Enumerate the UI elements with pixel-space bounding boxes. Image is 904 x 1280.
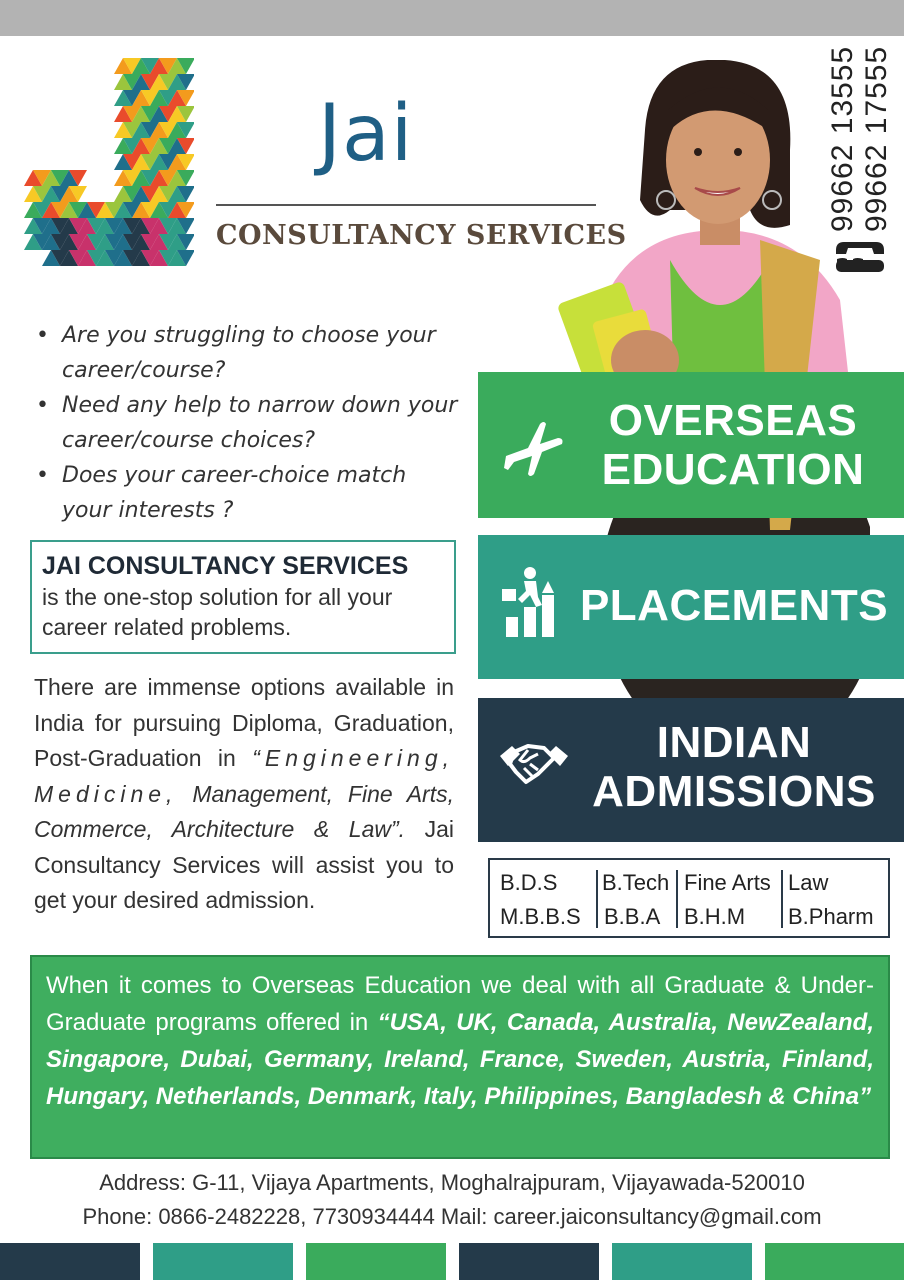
course-law: Law [788,870,829,895]
footer-block [765,1243,904,1280]
top-bar [0,0,904,36]
overseas-education-panel[interactable] [478,372,904,518]
one-stop-title: JAI CONSULTANCY SERVICES [42,552,409,580]
brand-subtitle: CONSULTANCY SERVICES [216,220,627,251]
phone-number-1[interactable]: 99662 13555 [826,45,859,232]
indian-admissions-panel[interactable] [478,698,904,842]
course-bpharm: B.Pharm [788,904,874,929]
course-bhm: B.H.M [684,904,746,929]
one-stop-text: is the one-stop solution for all your career related problems. [42,584,393,640]
contact-line[interactable]: Phone: 0866-2482228, 7730934444 Mail: career.jaiconsultancy@gmail.com [82,1204,822,1229]
course-mbbs: M.B.B.S [500,904,581,929]
options-lead: There are immense options available in India for pursuing Diploma, Graduation, Post-Graduation in [34,674,454,771]
course-divider [676,870,678,928]
course-divider [596,870,598,928]
course-bba: B.B.A [604,904,661,929]
options-paragraph [34,670,454,919]
plane-icon [500,418,566,478]
question-item: • Are you struggling to choose your career/course? [32,318,462,388]
overseas-title: OVERSEAS EDUCATION [601,396,865,495]
address: Address: G-11, Vijaya Apartments, Moghalrajpuram, Vijayawada-520010 [99,1170,805,1195]
course-bds: B.D.S [500,870,558,895]
handshake-icon [498,738,570,794]
placements-title: PLACEMENTS [579,581,889,630]
options-fields-spaced: “Engineering, Medicine, [34,745,454,807]
footer-block [0,1243,140,1280]
question-list [32,318,462,528]
footer-block [306,1243,446,1280]
footer-color-blocks [0,1243,904,1280]
overseas-countries: “USA, UK, Canada, Australia, NewZealand, Singapore, Dubai, Germany, Ireland, France, Sweden, Austria, Finland, Hungary, Netherlands, Denmark, Italy, Philippines, Bangladesh & China” [46,1009,874,1110]
brand-name: Jai [318,89,414,179]
question-item: • Need any help to narrow down your career/course choices? [32,388,462,458]
phone-icon [832,240,888,274]
jai-logo-icon [24,58,194,273]
question-item: • Does your career-choice match your interests ? [32,458,462,528]
options-fields: Management, Fine Arts, Commerce, Architecture & Law”. [34,780,454,842]
footer-block [612,1243,752,1280]
brand-divider [216,204,596,206]
phone-number-2[interactable]: 99662 17555 [860,45,893,232]
overseas-info-box [30,955,890,1159]
phone-numbers [822,45,893,272]
climbing-chart-icon [498,567,564,639]
course-btech: B.Tech [602,870,670,895]
courses-table [488,858,890,938]
footer-block [459,1243,599,1280]
course-divider [781,870,783,928]
indian-admissions-title: INDIAN ADMISSIONS [592,718,876,817]
placements-panel[interactable] [478,535,904,679]
one-stop-box [30,540,456,654]
footer-block [153,1243,293,1280]
course-fine-arts: Fine Arts [684,870,771,895]
options-tail: Jai Consultancy Services will assist you to get your desired admission. [34,816,455,913]
overseas-info-lead: When it comes to Overseas Education we deal with all Graduate & Under-Graduate programs offered in [46,972,874,1036]
